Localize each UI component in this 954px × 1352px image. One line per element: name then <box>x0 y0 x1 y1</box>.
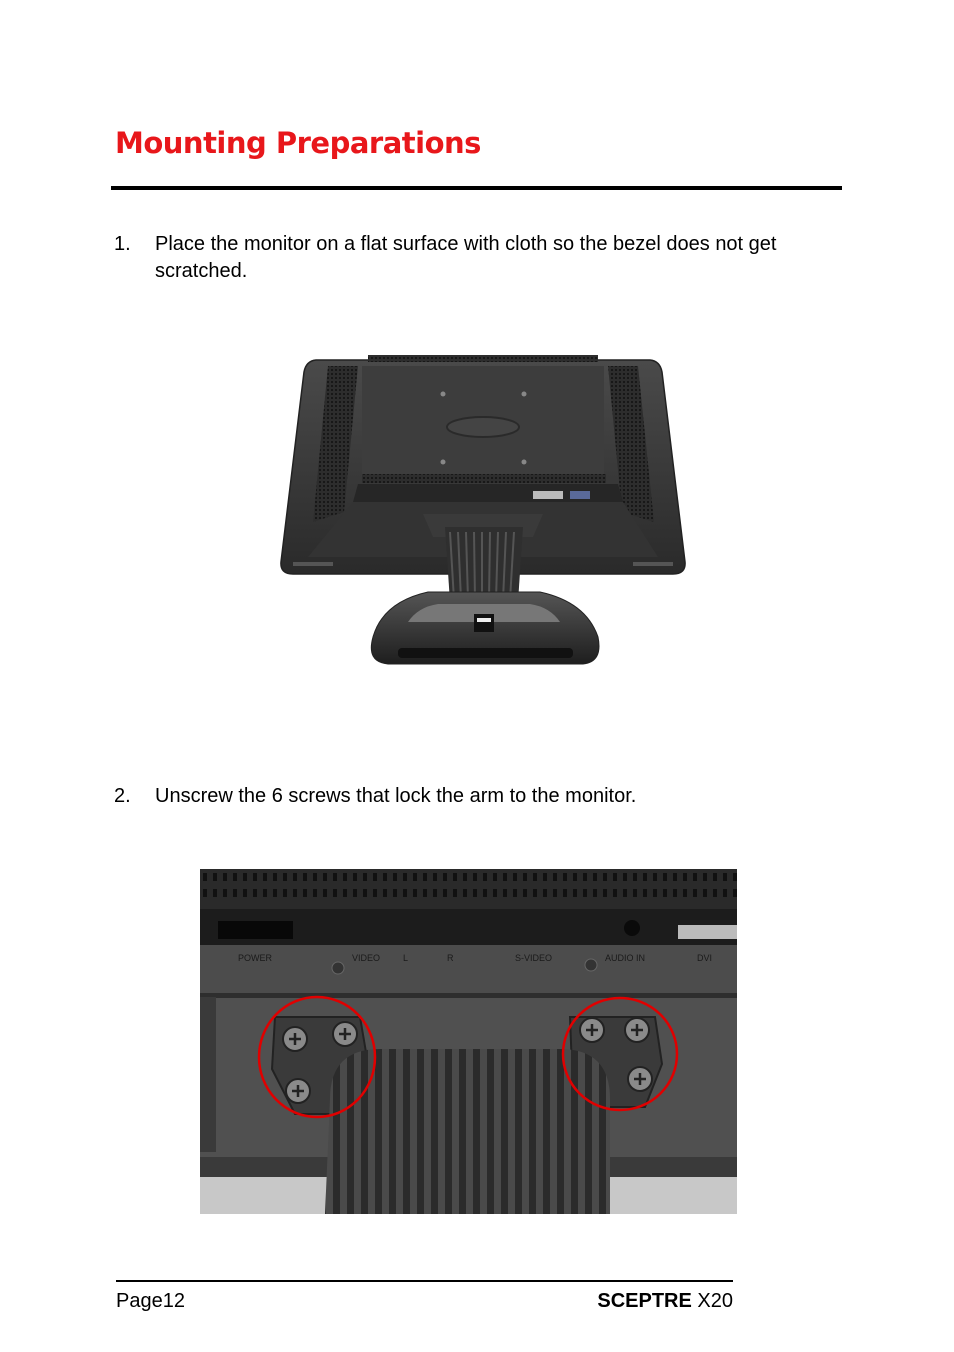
monitor-back-photo <box>278 352 688 672</box>
model-name: X20 <box>697 1290 733 1312</box>
step-1-number: 1. <box>114 233 131 255</box>
title-divider <box>111 186 842 190</box>
step-2-text: Unscrew the 6 screws that lock the arm to the monitor. <box>155 785 637 807</box>
port-label-dvi: DVI <box>697 953 713 963</box>
step-2-number: 2. <box>114 785 131 807</box>
product-name <box>597 1290 733 1313</box>
port-label-svideo: S-VIDEO <box>515 953 553 963</box>
arm-screws-photo <box>200 869 737 1214</box>
step-2 <box>114 783 844 813</box>
step-1-text: Place the monitor on a flat surface with cloth so the bezel does not get scratched. <box>155 233 777 282</box>
brand-name: SCEPTRE <box>597 1290 692 1312</box>
footer-divider <box>116 1280 733 1282</box>
step-1 <box>114 231 844 291</box>
page-title: Mounting Preparations <box>115 126 481 160</box>
port-label-power: POWER <box>238 953 273 963</box>
page-number: Page12 <box>116 1290 185 1312</box>
port-label-audio-in: AUDIO IN <box>605 953 646 963</box>
port-label-video: VIDEO <box>352 953 381 963</box>
port-label-r: R <box>447 953 454 963</box>
port-label-l: L <box>403 953 409 963</box>
